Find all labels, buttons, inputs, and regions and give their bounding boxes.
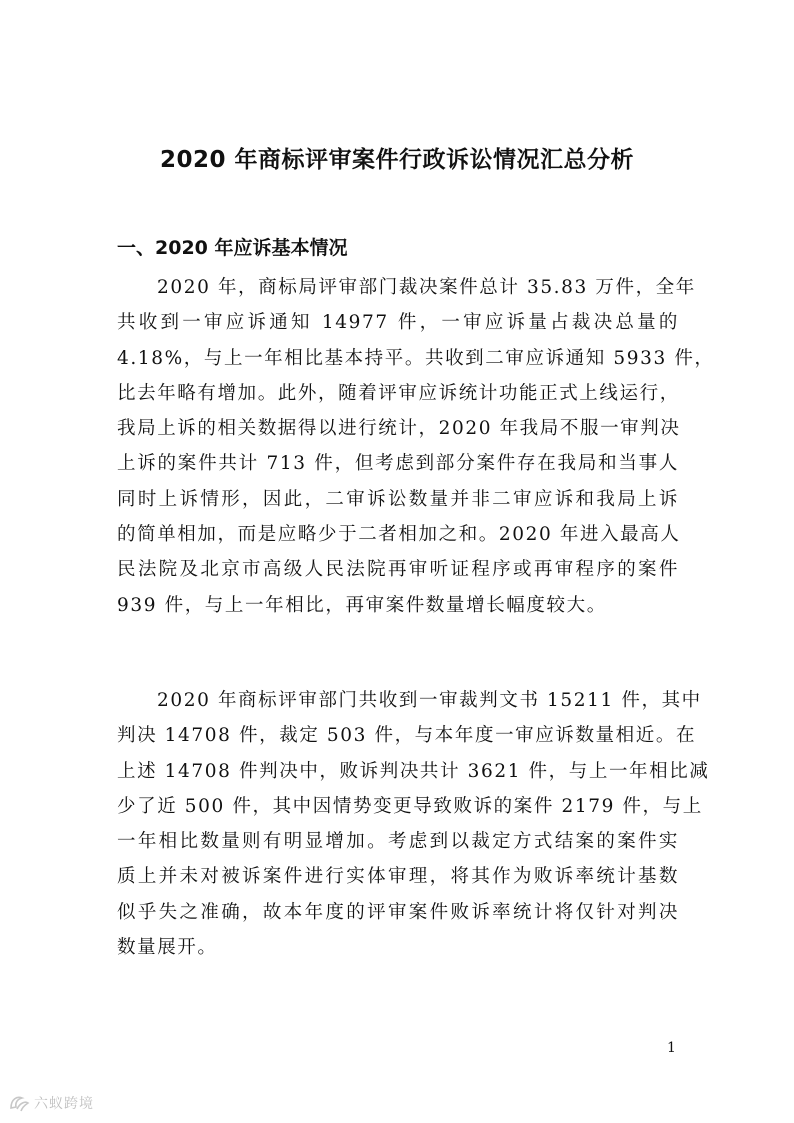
- paragraph-line: 上述 14708 件判决中，败诉判决共计 3621 件，与上一年相比减: [117, 760, 710, 782]
- paragraph-line: 数量展开。: [117, 937, 218, 959]
- paragraph-2: [117, 683, 710, 965]
- paragraph-line: 似乎失之准确，故本年度的评审案件败诉率统计将仅针对判决: [117, 901, 679, 923]
- section-heading: 一、2020 年应诉基本情况: [117, 237, 348, 259]
- paragraph-line: 同时上诉情形，因此，二审诉讼数量并非二审应诉和我局上诉: [117, 488, 679, 510]
- watermark-text: 六蚁跨境: [34, 1096, 94, 1112]
- paragraph-line: 共收到一审应诉通知 14977 件，一审应诉量占裁决总量的: [117, 312, 679, 334]
- brand-logo-icon: [8, 1093, 30, 1113]
- paragraph-line: 民法院及北京市高级人民法院再审听证程序或再审程序的案件: [117, 559, 679, 581]
- page-title: 2020 年商标评审案件行政诉讼情况汇总分析: [159, 147, 635, 173]
- page-number: 1: [667, 1040, 676, 1056]
- paragraph-line: 少了近 500 件，其中因情势变更导致败诉的案件 2179 件，与上: [117, 795, 703, 817]
- paragraph-line: 一年相比数量则有明显增加。考虑到以裁定方式结案的案件实: [117, 831, 679, 853]
- paragraph-line: 2020 年，商标局评审部门裁决案件总计 35.83 万件，全年: [157, 277, 696, 298]
- paragraph-line: 质上并未对被诉案件进行实体审理，将其作为败诉率统计基数: [117, 866, 679, 888]
- paragraph-line: 4.18%，与上一年相比基本持平。共收到二审应诉通知 5933 件，: [117, 347, 715, 369]
- paragraph-line: 比去年略有增加。此外，随着评审应诉统计功能正式上线运行，: [117, 382, 680, 404]
- paragraph-line: 上诉的案件共计 713 件，但考虑到部分案件存在我局和当事人: [117, 453, 679, 475]
- paragraph-line: 的简单相加，而是应略少于二者相加之和。2020 年进入最高人: [117, 524, 681, 546]
- paragraph-line: 我局上诉的相关数据得以进行统计，2020 年我局不服一审判决: [117, 418, 681, 440]
- watermark: [8, 1093, 94, 1113]
- paragraph-1: [117, 270, 715, 623]
- paragraph-line: 判决 14708 件，裁定 503 件，与本年度一审应诉数量相近。在: [117, 725, 697, 747]
- paragraph-line: 939 件，与上一年相比，再审案件数量增长幅度较大。: [117, 594, 607, 616]
- paragraph-line: 2020 年商标评审部门共收到一审裁判文书 15211 件，其中: [157, 690, 702, 711]
